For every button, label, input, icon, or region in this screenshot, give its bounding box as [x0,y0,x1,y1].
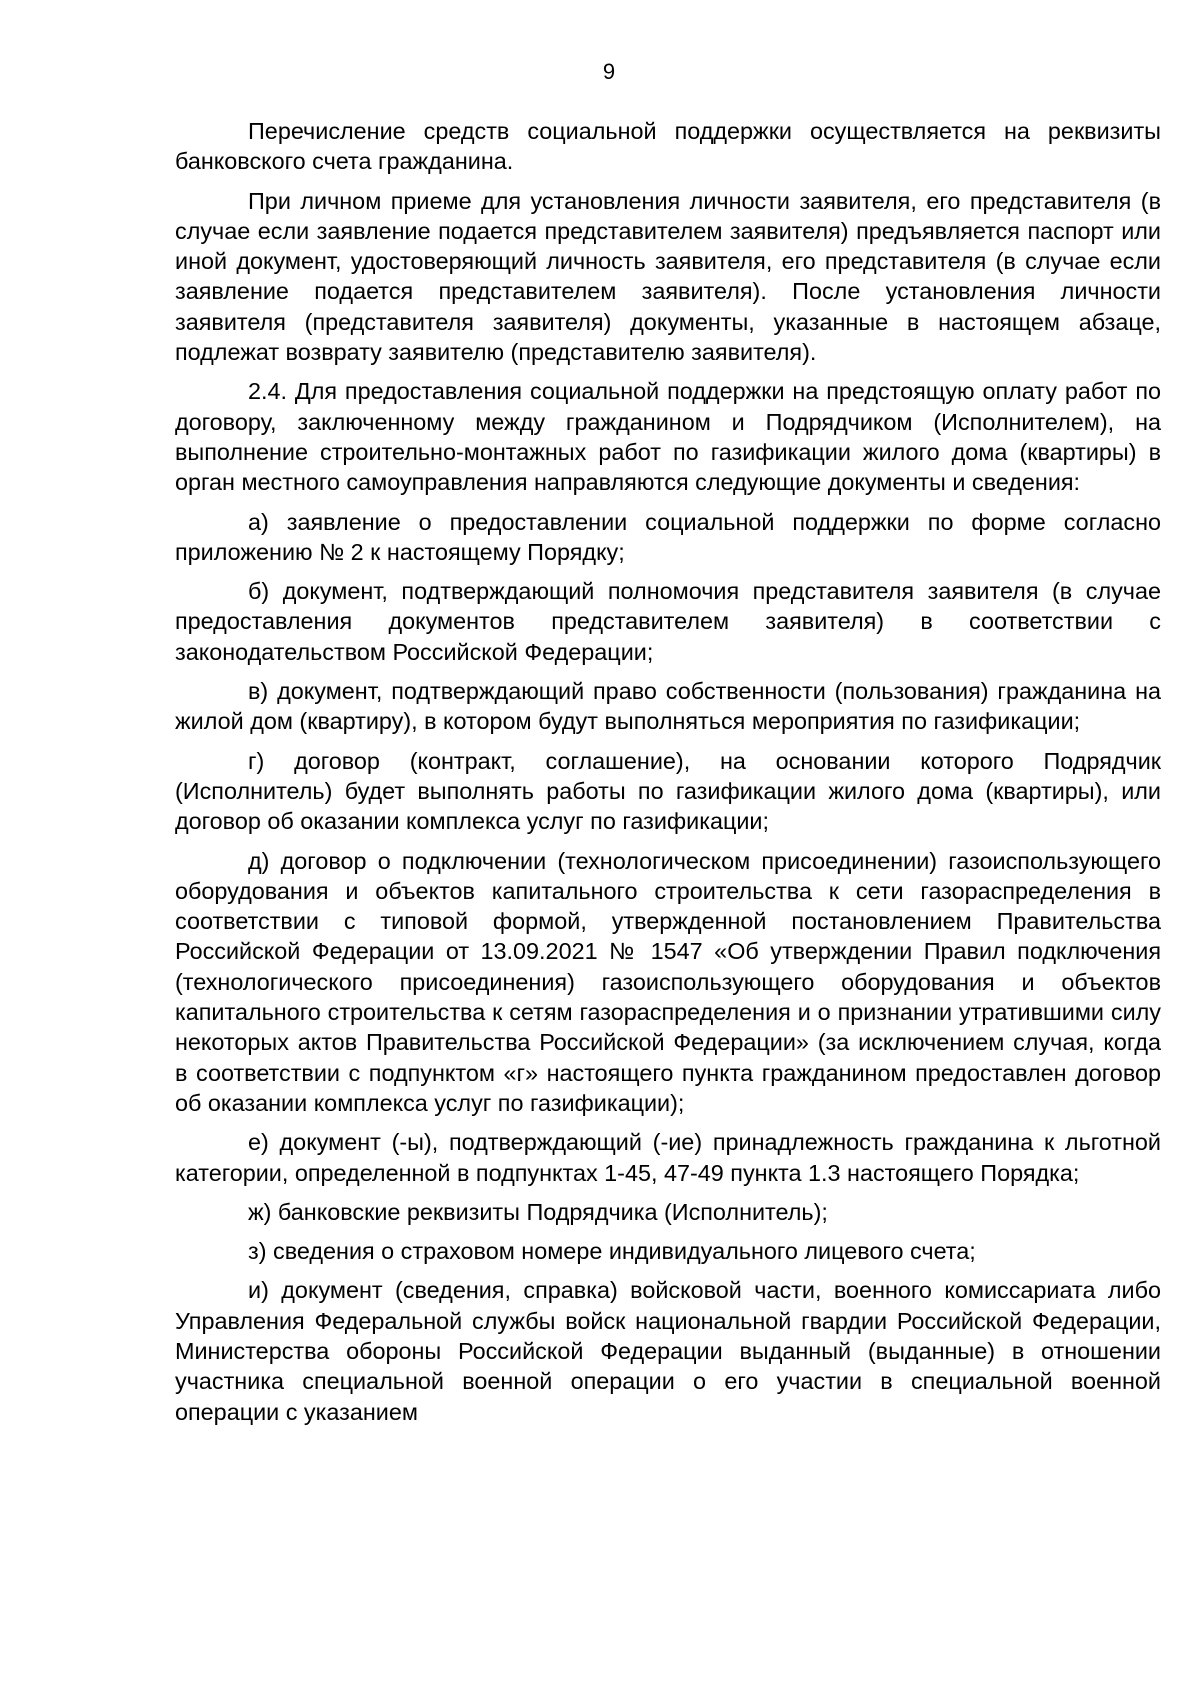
list-item-g: г) договор (контракт, соглашение), на основании которого Подрядчик (Исполнитель) будет выполнять работы по газификации жилого дома (квартиры), или договор об оказании комплекса услуг по газификации; [175,747,1161,835]
list-item-a: а) заявление о предоставлении социальной поддержки по форме согласно приложению № 2 к настоящему Порядку; [175,508,1161,565]
list-item-zh: ж) банковские реквизиты Подрядчика (Исполнитель); [248,1198,828,1225]
paragraph-personal-reception: При личном приеме для установления личности заявителя, его представителя (в случае если заявление подается представителем заявителя) предъявляется паспорт или иной документ, удостоверяющий личность заявителя, его представителя (в случае если заявление подается представителем заявителя). После установления личности заявителя (представителя заявителя) документы, указанные в настоящем абзаце, подлежат возврату заявителю (представителю заявителя). [175,187,1161,366]
list-item-v: в) документ, подтверждающий право собственности (пользования) гражданина на жилой дом (квартиру), в котором будут выполняться мероприятия по газификации; [175,678,1161,735]
document-body [175,116,1161,1427]
list-item-z: з) сведения о страховом номере индивидуального лицевого счета; [248,1238,976,1265]
list-item-d: д) договор о подключении (технологическом присоединении) газоиспользующего оборудования и объектов капитального строительства к сети газораспределения в соответствии с типовой формой, утвержденной постановлением Правительства Российской Федерации от 13.09.2021 № 1547 «Об утверждении Правил подключения (технологического присоединения) газоиспользующего оборудования и объектов капитального строительства к сетям газораспределения и о признании утратившими силу некоторых актов Правительства Российской Федерации» (за исключением случая, когда в соответствии с подпунктом «г» настоящего пункта гражданином предоставлен договор об оказании комплекса услуг по газификации); [175,847,1161,1116]
paragraph-clause-2-4: 2.4. Для предоставления социальной поддержки на предстоящую оплату работ по договору, заключенному между гражданином и Подрядчиком (Исполнителем), на выполнение строительно-монтажных работ по газификации жилого дома (квартиры) в орган местного самоуправления направляются следующие документы и сведения: [175,378,1161,496]
list-item-e: е) документ (-ы), подтверждающий (-ие) принадлежность гражданина к льготной категории, определенной в подпунктах 1-45, 47-49 пункта 1.3 настоящего Порядка; [175,1129,1161,1186]
list-item-i: и) документ (сведения, справка) войсковой части, военного комиссариата либо Управления Федеральной службы войск национальной гвардии Российской Федерации, Министерства обороны Российской Федерации выданный (выданные) в отношении участника специальной военной операции о его участии в специальной военной операции с указанием [175,1277,1161,1425]
page-number: 9 [602,59,616,84]
list-item-b: б) документ, подтверждающий полномочия представителя заявителя (в случае предоставления документов представителем заявителя) в соответствии с законодательством Российской Федерации; [175,578,1161,665]
paragraph-transfer-of-funds: Перечисление средств социальной поддержки осуществляется на реквизиты банковского счета гражданина. [175,118,1161,175]
